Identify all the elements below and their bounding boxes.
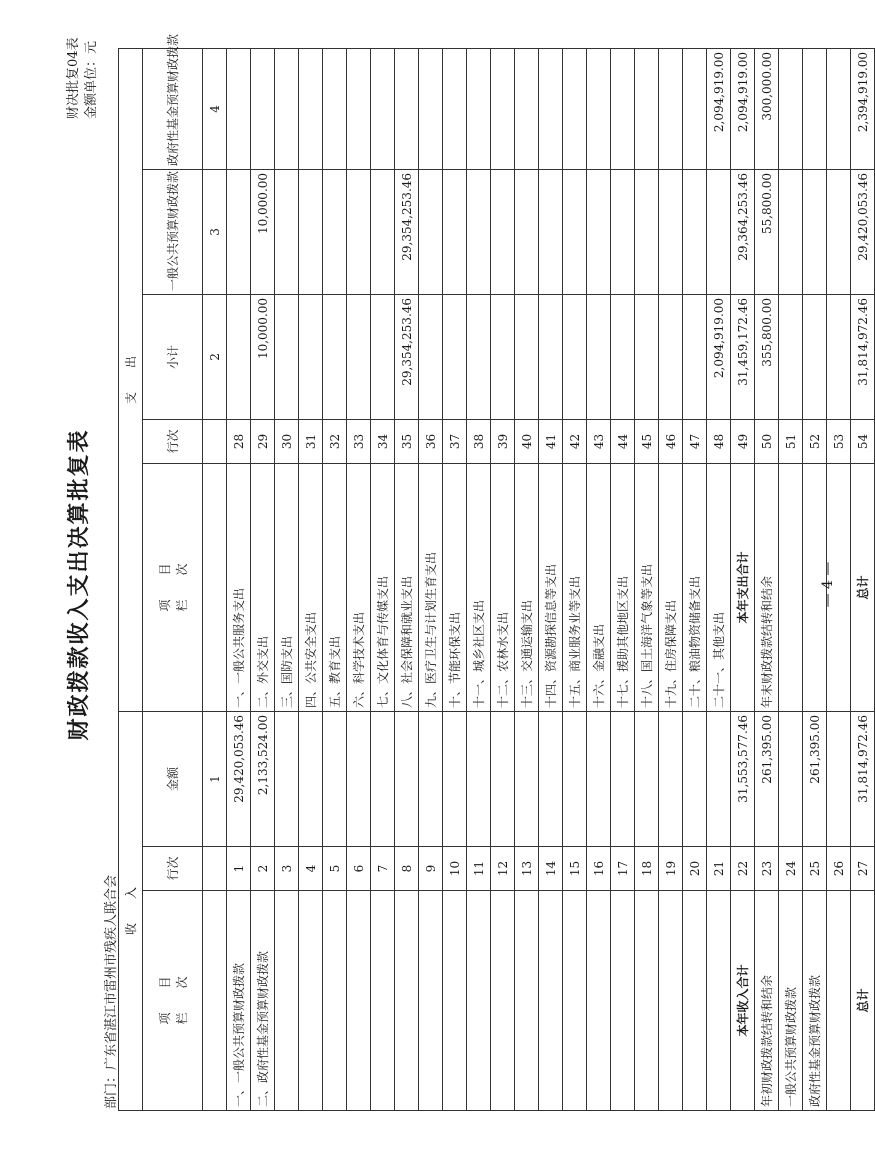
document-title: 财政拨款收入支出决算批复表 xyxy=(66,428,92,741)
income-amount-cell xyxy=(275,711,299,846)
expense-item-cell: 十二、农林水支出 xyxy=(491,463,515,711)
income-item-cell xyxy=(395,891,419,1111)
table-row xyxy=(419,48,443,1110)
expense-item-cell: 十七、援助其他地区支出 xyxy=(611,463,635,711)
table-row xyxy=(227,48,251,1110)
expense-row-no-cell: 50 xyxy=(755,419,779,463)
income-item-cell xyxy=(707,891,731,1111)
fund-budget-cell xyxy=(395,48,419,169)
income-row-no-cell: 12 xyxy=(491,847,515,891)
subtotal-cell: 31,814,972.46 xyxy=(851,294,875,419)
expense-row-no-cell: 47 xyxy=(683,419,707,463)
expense-item-cell: 二、外交支出 xyxy=(251,463,275,711)
column-blank xyxy=(203,419,227,463)
expense-item-label: 项 目 xyxy=(157,563,172,612)
income-row-no-cell: 17 xyxy=(611,847,635,891)
expense-item-header xyxy=(143,463,203,711)
expense-item-cell: 三、国防支出 xyxy=(275,463,299,711)
income-row-no-cell: 7 xyxy=(371,847,395,891)
expense-row-no-cell: 42 xyxy=(563,419,587,463)
expense-row-no-cell: 48 xyxy=(707,419,731,463)
income-row-no-cell: 18 xyxy=(635,847,659,891)
fund-budget-cell: 2,394,919.00 xyxy=(851,48,875,169)
subtotal-cell xyxy=(299,294,323,419)
income-item-cell: 一、一般公共预算财政拨款 xyxy=(227,891,251,1111)
expense-column-label: 栏 次 xyxy=(174,563,189,612)
fund-budget-cell xyxy=(539,48,563,169)
general-budget-cell xyxy=(587,169,611,294)
income-header: 收 入 xyxy=(119,711,143,1110)
table-row xyxy=(395,48,419,1110)
general-budget-cell xyxy=(683,169,707,294)
expense-item-cell: 十八、国土海洋气象等支出 xyxy=(635,463,659,711)
table-row xyxy=(275,48,299,1110)
income-amount-header: 金额 xyxy=(143,711,203,846)
subtotal-cell: 10,000.00 xyxy=(251,294,275,419)
income-amount-cell xyxy=(419,711,443,846)
general-budget-cell: 29,354,253.46 xyxy=(395,169,419,294)
expense-row-no-cell: 49 xyxy=(731,419,755,463)
expense-row-no-cell: 33 xyxy=(347,419,371,463)
fund-budget-cell xyxy=(419,48,443,169)
expense-row-no-header: 行次 xyxy=(143,419,203,463)
income-row-no-cell: 15 xyxy=(563,847,587,891)
income-amount-cell xyxy=(587,711,611,846)
income-amount-cell xyxy=(779,711,803,846)
general-budget-cell xyxy=(563,169,587,294)
expense-item-cell: 一、一般公共服务支出 xyxy=(227,463,251,711)
expense-row-no-cell: 38 xyxy=(467,419,491,463)
income-row-no-header: 行次 xyxy=(143,847,203,891)
expense-item-cell: 二十一、其他支出 xyxy=(707,463,731,711)
income-item-cell xyxy=(491,891,515,1111)
subtotal-cell xyxy=(419,294,443,419)
income-amount-cell: 261,395.00 xyxy=(803,711,827,846)
income-item-cell xyxy=(371,891,395,1111)
income-amount-cell: 2,133,524.00 xyxy=(251,711,275,846)
table-row xyxy=(707,48,731,1110)
expense-item-cell: 十五、商业服务业等支出 xyxy=(563,463,587,711)
general-budget-cell xyxy=(299,169,323,294)
subtotal-cell xyxy=(443,294,467,419)
subtotal-cell: 355,800.00 xyxy=(755,294,779,419)
fund-budget-cell: 2,094,919.00 xyxy=(731,48,755,169)
general-budget-header: 一般公共预算财政拨款 xyxy=(143,169,203,294)
general-budget-cell xyxy=(467,169,491,294)
table-row xyxy=(371,48,395,1110)
income-row-no-cell: 19 xyxy=(659,847,683,891)
general-budget-cell xyxy=(659,169,683,294)
income-item-cell xyxy=(467,891,491,1111)
income-amount-cell xyxy=(443,711,467,846)
income-row-no-cell: 23 xyxy=(755,847,779,891)
expense-row-no-cell: 36 xyxy=(419,419,443,463)
income-amount-cell: 31,814,972.46 xyxy=(851,711,875,846)
expense-item-cell: 十三、交通运输支出 xyxy=(515,463,539,711)
expense-row-no-cell: 52 xyxy=(803,419,827,463)
general-budget-cell xyxy=(371,169,395,294)
expense-row-no-cell: 53 xyxy=(827,419,851,463)
expense-item-cell: 八、社会保障和就业支出 xyxy=(395,463,419,711)
subtotal-cell: 31,459,172.46 xyxy=(731,294,755,419)
expense-item-cell: 十一、城乡社区支出 xyxy=(467,463,491,711)
income-row-no-cell: 3 xyxy=(275,847,299,891)
income-row-no-cell: 1 xyxy=(227,847,251,891)
subtotal-cell xyxy=(491,294,515,419)
fund-budget-cell xyxy=(227,48,251,169)
fund-budget-cell: 300,000.00 xyxy=(755,48,779,169)
income-row-no-cell: 14 xyxy=(539,847,563,891)
income-row-no-cell: 16 xyxy=(587,847,611,891)
income-item-label: 项 目 xyxy=(157,976,172,1025)
subtotal-cell xyxy=(371,294,395,419)
subtotal-cell xyxy=(275,294,299,419)
expense-item-cell: 本年支出合计 xyxy=(731,463,755,711)
general-budget-cell xyxy=(539,169,563,294)
table-row xyxy=(467,48,491,1110)
income-item-cell: 本年收入合计 xyxy=(731,891,755,1111)
fund-budget-cell xyxy=(611,48,635,169)
fund-budget-header: 政府性基金预算财政拨款 xyxy=(143,48,203,169)
expense-item-cell: 十九、住房保障支出 xyxy=(659,463,683,711)
income-item-cell xyxy=(563,891,587,1111)
income-item-cell: 年初财政拨款结转和结余 xyxy=(755,891,779,1111)
income-row-no-cell: 5 xyxy=(323,847,347,891)
income-item-cell: 总计 xyxy=(851,891,875,1111)
expense-row-no-cell: 46 xyxy=(659,419,683,463)
expense-row-no-cell: 44 xyxy=(611,419,635,463)
income-item-cell: 二、政府性基金预算财政拨款 xyxy=(251,891,275,1111)
table-row xyxy=(251,48,275,1110)
general-budget-cell xyxy=(275,169,299,294)
income-amount-cell xyxy=(467,711,491,846)
table-row xyxy=(731,48,755,1110)
table-row xyxy=(323,48,347,1110)
subtotal-cell xyxy=(227,294,251,419)
table-row xyxy=(755,48,779,1110)
expense-row-no-cell: 32 xyxy=(323,419,347,463)
subtotal-cell xyxy=(347,294,371,419)
expense-row-no-cell: 45 xyxy=(635,419,659,463)
table-row xyxy=(779,48,803,1110)
expense-item-cell: 总计 xyxy=(851,463,875,711)
column-number: 3 xyxy=(203,169,227,294)
fund-budget-cell: 2,094,919.00 xyxy=(707,48,731,169)
income-item-cell xyxy=(683,891,707,1111)
income-amount-cell xyxy=(611,711,635,846)
general-budget-cell xyxy=(707,169,731,294)
subtotal-cell xyxy=(323,294,347,419)
income-item-cell: 一般公共预算财政拨款 xyxy=(779,891,803,1111)
table-row xyxy=(683,48,707,1110)
expense-item-cell: 十四、资源勘探信息等支出 xyxy=(539,463,563,711)
income-row-no-cell: 6 xyxy=(347,847,371,891)
expense-item-cell: 十、节能环保支出 xyxy=(443,463,467,711)
subtotal-cell xyxy=(635,294,659,419)
income-column-label: 栏 次 xyxy=(174,976,189,1025)
income-item-cell xyxy=(347,891,371,1111)
income-item-cell xyxy=(419,891,443,1111)
subtotal-cell xyxy=(467,294,491,419)
income-item-cell xyxy=(635,891,659,1111)
expense-row-no-cell: 31 xyxy=(299,419,323,463)
income-item-cell xyxy=(515,891,539,1111)
fund-budget-cell xyxy=(323,48,347,169)
income-amount-cell xyxy=(707,711,731,846)
table-row xyxy=(491,48,515,1110)
fund-budget-cell xyxy=(299,48,323,169)
table-row xyxy=(443,48,467,1110)
fund-budget-cell xyxy=(371,48,395,169)
income-amount-cell xyxy=(347,711,371,846)
general-budget-cell xyxy=(443,169,467,294)
expense-item-cell: 六、科学技术支出 xyxy=(347,463,371,711)
table-row xyxy=(347,48,371,1110)
income-item-cell xyxy=(587,891,611,1111)
subtotal-cell xyxy=(611,294,635,419)
fund-budget-cell xyxy=(659,48,683,169)
income-row-no-cell: 20 xyxy=(683,847,707,891)
income-amount-cell xyxy=(299,711,323,846)
subtotal-cell xyxy=(539,294,563,419)
income-item-cell: 政府性基金预算财政拨款 xyxy=(803,891,827,1111)
income-item-cell xyxy=(299,891,323,1111)
table-row xyxy=(611,48,635,1110)
general-budget-cell xyxy=(515,169,539,294)
fund-budget-cell xyxy=(275,48,299,169)
expense-row-no-cell: 39 xyxy=(491,419,515,463)
income-row-no-cell: 2 xyxy=(251,847,275,891)
income-row-no-cell: 10 xyxy=(443,847,467,891)
subtotal-cell xyxy=(779,294,803,419)
income-amount-cell xyxy=(491,711,515,846)
expense-header: 支 出 xyxy=(119,48,143,711)
income-amount-cell xyxy=(515,711,539,846)
general-budget-cell xyxy=(323,169,347,294)
subtotal-cell xyxy=(659,294,683,419)
expense-item-cell: 二十、粮油物资储备支出 xyxy=(683,463,707,711)
income-row-no-cell: 26 xyxy=(827,847,851,891)
income-row-no-cell: 24 xyxy=(779,847,803,891)
income-amount-cell: 29,420,053.46 xyxy=(227,711,251,846)
income-row-no-cell: 8 xyxy=(395,847,419,891)
table-row xyxy=(563,48,587,1110)
column-blank xyxy=(203,891,227,1111)
amount-unit: 金额单位：元 xyxy=(84,40,99,119)
subtotal-cell xyxy=(587,294,611,419)
income-amount-cell xyxy=(323,711,347,846)
expense-row-no-cell: 30 xyxy=(275,419,299,463)
income-item-cell xyxy=(275,891,299,1111)
table-row xyxy=(659,48,683,1110)
subtotal-cell xyxy=(563,294,587,419)
income-row-no-cell: 21 xyxy=(707,847,731,891)
table-row xyxy=(587,48,611,1110)
column-blank xyxy=(203,847,227,891)
income-row-no-cell: 11 xyxy=(467,847,491,891)
column-number: 1 xyxy=(203,711,227,846)
income-amount-cell xyxy=(539,711,563,846)
expense-row-no-cell: 41 xyxy=(539,419,563,463)
income-row-no-cell: 4 xyxy=(299,847,323,891)
expense-row-no-cell: 34 xyxy=(371,419,395,463)
expense-item-cell: 九、医疗卫生与计划生育支出 xyxy=(419,463,443,711)
income-amount-cell xyxy=(683,711,707,846)
income-amount-cell xyxy=(563,711,587,846)
income-amount-cell: 31,553,577.46 xyxy=(731,711,755,846)
expense-item-cell: 七、文化体育与传媒支出 xyxy=(371,463,395,711)
general-budget-cell: 10,000.00 xyxy=(251,169,275,294)
income-amount-cell xyxy=(395,711,419,846)
general-budget-cell xyxy=(419,169,443,294)
general-budget-cell xyxy=(347,169,371,294)
expense-item-cell xyxy=(779,463,803,711)
subtotal-header: 小计 xyxy=(143,294,203,419)
income-row-no-cell: 13 xyxy=(515,847,539,891)
general-budget-cell xyxy=(779,169,803,294)
table-row xyxy=(635,48,659,1110)
expense-item-cell: 四、公共安全支出 xyxy=(299,463,323,711)
expense-row-no-cell: 37 xyxy=(443,419,467,463)
income-item-header xyxy=(143,891,203,1111)
table-row xyxy=(515,48,539,1110)
income-item-cell xyxy=(539,891,563,1111)
general-budget-cell xyxy=(611,169,635,294)
expense-row-no-cell: 54 xyxy=(851,419,875,463)
column-number: 4 xyxy=(203,48,227,169)
subtotal-cell: 29,354,253.46 xyxy=(395,294,419,419)
fund-budget-cell xyxy=(587,48,611,169)
page-number: — 4 — xyxy=(820,561,836,608)
income-item-cell xyxy=(659,891,683,1111)
column-number: 2 xyxy=(203,294,227,419)
subtotal-cell: 2,094,919.00 xyxy=(707,294,731,419)
table-row xyxy=(851,48,875,1110)
fund-budget-cell xyxy=(443,48,467,169)
income-row-no-cell: 27 xyxy=(851,847,875,891)
fund-budget-cell xyxy=(683,48,707,169)
income-amount-cell xyxy=(371,711,395,846)
expense-item-cell: 五、教育支出 xyxy=(323,463,347,711)
expense-row-no-cell: 43 xyxy=(587,419,611,463)
income-row-no-cell: 9 xyxy=(419,847,443,891)
income-amount-cell: 261,395.00 xyxy=(755,711,779,846)
expense-item-cell: 十六、金融支出 xyxy=(587,463,611,711)
expense-item-cell: 年末财政拨款结转和结余 xyxy=(755,463,779,711)
income-amount-cell xyxy=(635,711,659,846)
table-row xyxy=(299,48,323,1110)
budget-table xyxy=(118,33,875,1111)
form-number: 财决批复04表 xyxy=(66,37,81,119)
expense-row-no-cell: 29 xyxy=(251,419,275,463)
fund-budget-cell xyxy=(563,48,587,169)
general-budget-cell xyxy=(635,169,659,294)
income-amount-cell xyxy=(659,711,683,846)
department-label: 部门：广东省湛江市雷州市残疾人联合会 xyxy=(104,874,119,1109)
income-item-cell xyxy=(611,891,635,1111)
table-row xyxy=(539,48,563,1110)
fund-budget-cell xyxy=(635,48,659,169)
general-budget-cell: 29,420,053.46 xyxy=(851,169,875,294)
expense-row-no-cell: 40 xyxy=(515,419,539,463)
column-blank xyxy=(203,463,227,711)
income-row-no-cell: 25 xyxy=(803,847,827,891)
fund-budget-cell xyxy=(515,48,539,169)
income-item-cell xyxy=(443,891,467,1111)
income-row-no-cell: 22 xyxy=(731,847,755,891)
fund-budget-cell xyxy=(347,48,371,169)
subtotal-cell xyxy=(683,294,707,419)
fund-budget-cell xyxy=(491,48,515,169)
general-budget-cell: 29,364,253.46 xyxy=(731,169,755,294)
fund-budget-cell xyxy=(779,48,803,169)
fund-budget-cell xyxy=(251,48,275,169)
income-item-cell xyxy=(323,891,347,1111)
expense-row-no-cell: 28 xyxy=(227,419,251,463)
fund-budget-cell xyxy=(467,48,491,169)
general-budget-cell xyxy=(491,169,515,294)
expense-row-no-cell: 35 xyxy=(395,419,419,463)
expense-row-no-cell: 51 xyxy=(779,419,803,463)
general-budget-cell xyxy=(227,169,251,294)
subtotal-cell xyxy=(515,294,539,419)
general-budget-cell: 55,800.00 xyxy=(755,169,779,294)
